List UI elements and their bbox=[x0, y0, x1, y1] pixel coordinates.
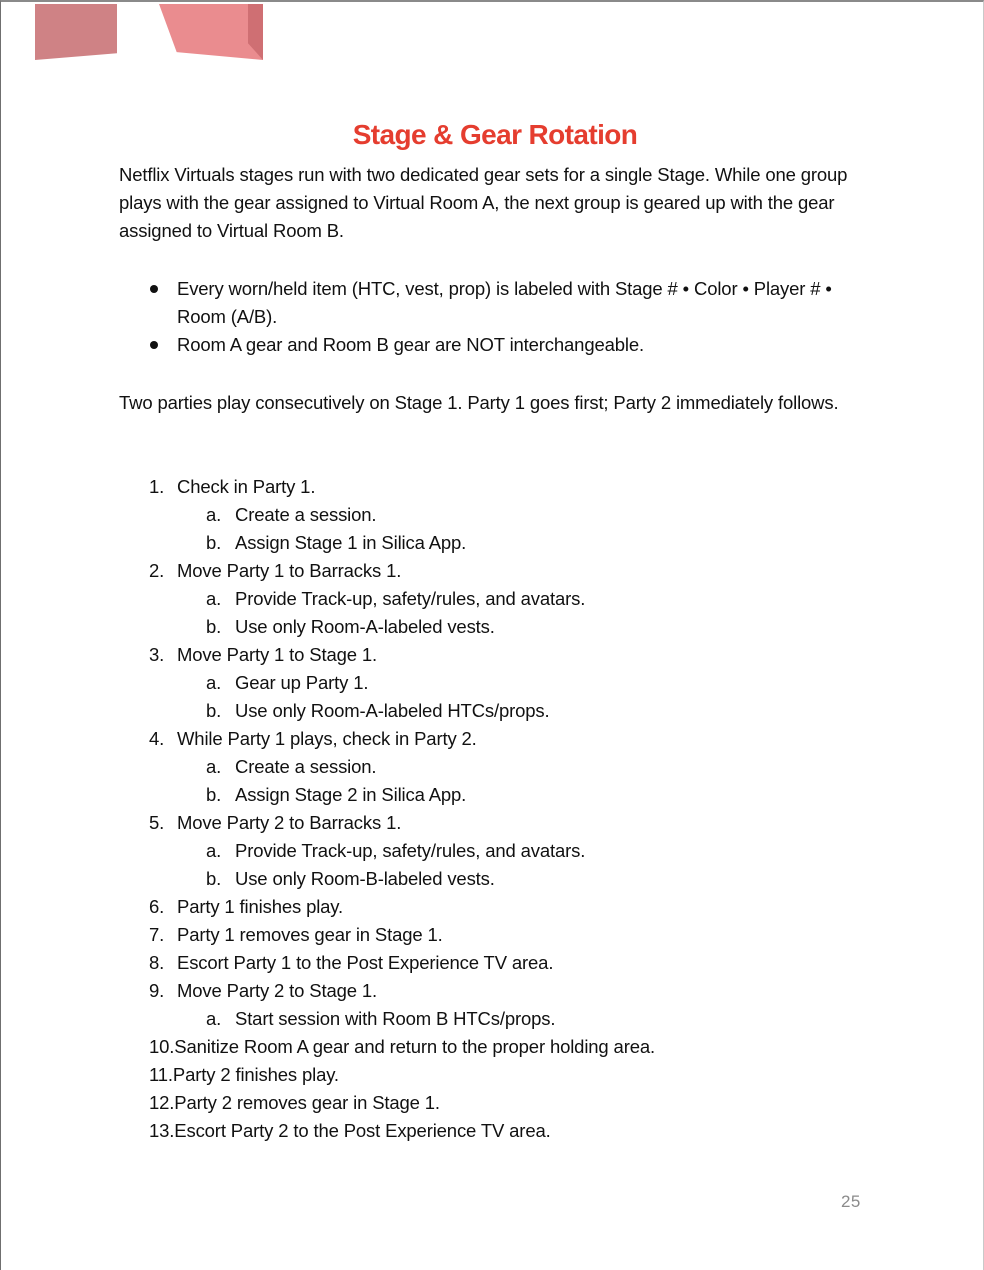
numbered-steps-list bbox=[119, 473, 879, 1145]
step-number: 10. bbox=[149, 1036, 175, 1057]
step-number: 9. bbox=[149, 980, 165, 1001]
step-text: Escort Party 2 to the Post Experience TV area. bbox=[174, 1120, 551, 1141]
substep-item bbox=[119, 753, 879, 781]
step-number: 6. bbox=[149, 896, 165, 917]
substep-item bbox=[119, 501, 879, 529]
step-item bbox=[119, 893, 879, 921]
step-item bbox=[119, 809, 879, 837]
substep-letter: a. bbox=[206, 504, 222, 525]
substep-text: Provide Track-up, safety/rules, and avatars. bbox=[235, 840, 586, 861]
substep-item bbox=[119, 669, 879, 697]
substep-text: Assign Stage 1 in Silica App. bbox=[235, 532, 467, 553]
step-number: 5. bbox=[149, 812, 165, 833]
decorative-ribbon-right bbox=[159, 4, 263, 60]
substep-letter: b. bbox=[206, 784, 222, 805]
step-item bbox=[119, 1117, 879, 1145]
intro-paragraph: Netflix Virtuals stages run with two dedicated gear sets for a single Stage. While one group plays with the gear assigned to Virtual Room A, the next group is geared up with the gear assigned to Virtual Room B. bbox=[119, 164, 848, 241]
substep-letter: a. bbox=[206, 672, 222, 693]
substep-text: Gear up Party 1. bbox=[235, 672, 369, 693]
step-item bbox=[119, 641, 879, 669]
party-paragraph: Two parties play consecutively on Stage 1. Party 1 goes first; Party 2 immediately follows. bbox=[119, 392, 839, 413]
step-item bbox=[119, 557, 879, 585]
step-number: 7. bbox=[149, 924, 165, 945]
step-number: 4. bbox=[149, 728, 165, 749]
step-text: Move Party 1 to Barracks 1. bbox=[177, 560, 402, 581]
substep-letter: b. bbox=[206, 700, 222, 721]
step-item bbox=[119, 921, 879, 949]
step-item bbox=[119, 949, 879, 977]
step-text: Party 2 removes gear in Stage 1. bbox=[174, 1092, 440, 1113]
substep-letter: a. bbox=[206, 588, 222, 609]
substep-text: Assign Stage 2 in Silica App. bbox=[235, 784, 467, 805]
step-text: Party 1 removes gear in Stage 1. bbox=[177, 924, 443, 945]
step-item bbox=[119, 977, 879, 1005]
page-title: Stage & Gear Rotation bbox=[352, 119, 638, 150]
bullet-dot-icon bbox=[150, 341, 158, 349]
step-text: Move Party 1 to Stage 1. bbox=[177, 644, 378, 665]
decorative-ribbon-left bbox=[35, 4, 117, 60]
substep-item bbox=[119, 837, 879, 865]
substep-item bbox=[119, 585, 879, 613]
step-number: 11. bbox=[149, 1064, 173, 1085]
step-item bbox=[119, 725, 879, 753]
step-number: 8. bbox=[149, 952, 165, 973]
substep-item bbox=[119, 865, 879, 893]
substep-item bbox=[119, 781, 879, 809]
step-number: 3. bbox=[149, 644, 165, 665]
step-number: 12. bbox=[149, 1092, 175, 1113]
bullet-item bbox=[119, 331, 879, 359]
step-text: While Party 1 plays, check in Party 2. bbox=[177, 728, 477, 749]
substep-letter: a. bbox=[206, 756, 222, 777]
step-text: Escort Party 1 to the Post Experience TV area. bbox=[177, 952, 554, 973]
step-text: Party 1 finishes play. bbox=[177, 896, 344, 917]
substep-letter: a. bbox=[206, 1008, 222, 1029]
step-item bbox=[119, 1033, 879, 1061]
bullet-text: Every worn/held item (HTC, vest, prop) is labeled with Stage # • Color • Player # • Room (A/B). bbox=[177, 278, 832, 327]
step-item bbox=[119, 1089, 879, 1117]
substep-text: Create a session. bbox=[235, 756, 377, 777]
page-number: 25 bbox=[841, 1192, 861, 1211]
step-text: Check in Party 1. bbox=[177, 476, 316, 497]
bullet-item bbox=[119, 275, 879, 331]
substep-item bbox=[119, 697, 879, 725]
step-number: 1. bbox=[149, 476, 165, 497]
substep-letter: b. bbox=[206, 532, 222, 553]
bullet-dot-icon bbox=[150, 285, 158, 293]
substep-item bbox=[119, 1005, 879, 1033]
substep-text: Use only Room-A-labeled vests. bbox=[235, 616, 495, 637]
substep-item bbox=[119, 613, 879, 641]
step-item bbox=[119, 1061, 879, 1089]
step-text: Move Party 2 to Stage 1. bbox=[177, 980, 378, 1001]
step-number: 13. bbox=[149, 1120, 175, 1141]
step-text: Move Party 2 to Barracks 1. bbox=[177, 812, 402, 833]
step-text: Party 2 finishes play. bbox=[172, 1064, 339, 1085]
step-number: 2. bbox=[149, 560, 165, 581]
substep-text: Start session with Room B HTCs/props. bbox=[235, 1008, 556, 1029]
bullet-list bbox=[119, 275, 879, 359]
step-text: Sanitize Room A gear and return to the proper holding area. bbox=[174, 1036, 655, 1057]
substep-text: Use only Room-A-labeled HTCs/props. bbox=[235, 700, 550, 721]
step-item bbox=[119, 473, 879, 501]
substep-text: Use only Room-B-labeled vests. bbox=[235, 868, 495, 889]
substep-text: Create a session. bbox=[235, 504, 377, 525]
substep-letter: b. bbox=[206, 616, 222, 637]
substep-text: Provide Track-up, safety/rules, and avatars. bbox=[235, 588, 586, 609]
bullet-text: Room A gear and Room B gear are NOT interchangeable. bbox=[177, 334, 644, 355]
substep-letter: b. bbox=[206, 868, 222, 889]
substep-item bbox=[119, 529, 879, 557]
substep-letter: a. bbox=[206, 840, 222, 861]
